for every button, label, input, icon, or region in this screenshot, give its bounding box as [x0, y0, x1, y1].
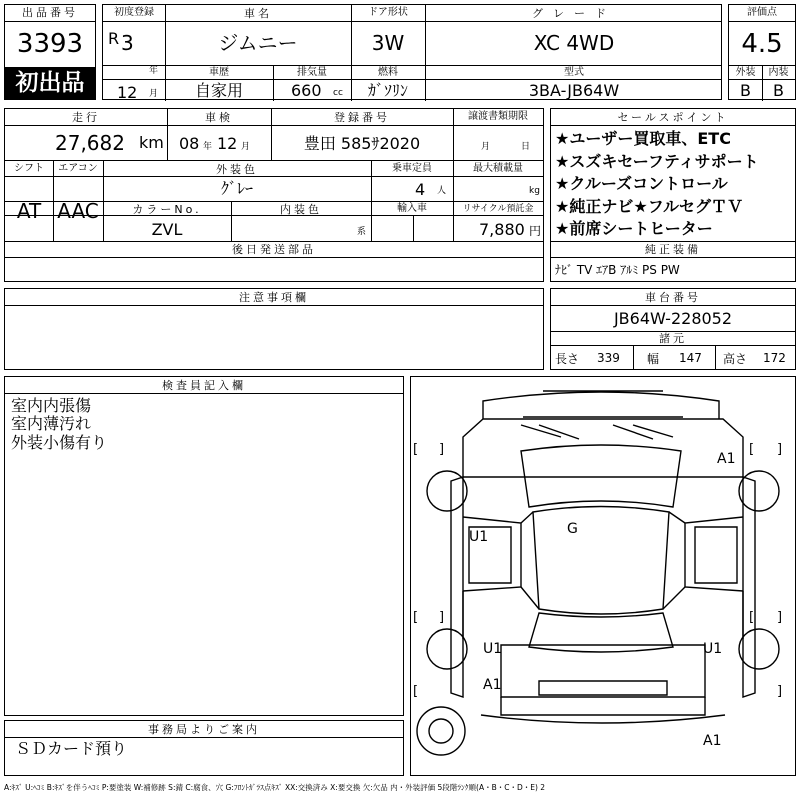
fuel: ｶﾞｿﾘﾝ — [367, 81, 408, 100]
svg-text:]: ] — [777, 610, 783, 625]
door-type: 3W — [371, 31, 405, 55]
lot-number-box — [4, 4, 96, 100]
fuel-label: 燃料 — [378, 67, 398, 78]
sales-point-5: ★前席シートヒーター — [555, 219, 713, 238]
wheel-front-right — [739, 471, 779, 511]
lot-number: 3393 — [16, 29, 84, 59]
svg-text:[: [ — [413, 610, 419, 625]
width: 147 — [679, 351, 702, 365]
svg-text:]: ] — [439, 442, 445, 457]
score-label: 評価点 — [747, 7, 777, 18]
yen-unit: 円 — [529, 224, 542, 238]
transfer-month-unit: 月 — [481, 142, 491, 152]
roof — [533, 507, 669, 615]
wheel-front-left — [427, 471, 467, 511]
car-diagram — [411, 377, 795, 775]
mileage: 27,682 — [55, 131, 125, 155]
equipment-label: 純正装備 — [645, 243, 701, 256]
mark-a1-rear-bumper: A1 — [703, 733, 722, 749]
load-unit: kg — [529, 186, 540, 196]
mark-u1-rear-right: U1 — [703, 641, 723, 657]
inspector-notes: 室内内張傷 室内薄汚れ 外装小傷有り — [11, 396, 108, 452]
office-notes: ＳＤカード預り — [15, 739, 128, 758]
year-unit: 年 — [149, 66, 159, 76]
sales-point-1: ★ユーザー買取車、ETC — [555, 129, 731, 148]
windshield — [521, 445, 681, 507]
details-table — [4, 108, 544, 282]
exterior-grade-label: 外装 — [735, 67, 756, 78]
sales-points-box — [550, 108, 796, 282]
capacity-unit: 人 — [437, 186, 447, 196]
mark-a1-rear-left: A1 — [483, 677, 502, 693]
inspection-month: 12 — [217, 134, 238, 153]
first-registration-label: 初度登録 — [114, 7, 154, 18]
recycle-fee: 7,880 — [479, 220, 525, 239]
wheel-rear-left — [427, 629, 467, 669]
recycle-label: リサイクル預託金 — [462, 204, 534, 214]
cc-unit: cc — [333, 88, 343, 98]
chassis-box — [550, 288, 796, 370]
svg-text:[: [ — [413, 684, 419, 699]
legend: A:ｷｽﾞ U:ﾍｺﾐ B:ｷｽﾞを伴うﾍｺﾐ P:要塗装 W:補修跡 S:錆 C:腐食、穴 G:ﾌﾛﾝﾄｶﾞﾗｽ点ｷｽﾞ XX:交換済み X:要交換 欠:欠品 内・外装評価 5段階ﾗﾝｸ順(A・B・C・D・E) 2 — [4, 783, 546, 792]
color-no-label: カラーNo. — [132, 203, 202, 216]
front-bumper — [483, 392, 719, 419]
later-parts-label: 後日発送部品 — [232, 243, 316, 256]
door-label: ドア形状 — [368, 7, 408, 18]
shift-label: シフト — [14, 163, 44, 174]
import-label: 輸入車 — [397, 203, 427, 214]
sales-points-label: セールスポイント — [617, 111, 729, 124]
ac: AAC — [57, 199, 99, 223]
transfer-deadline-label: 譲渡書類期限 — [468, 111, 528, 122]
score-box — [728, 4, 796, 100]
svg-text:[: [ — [749, 442, 755, 457]
mark-u1-rear-left: U1 — [483, 641, 503, 657]
svg-text:[: [ — [749, 610, 755, 625]
capacity: 4 — [415, 180, 426, 199]
displacement: 660 — [291, 81, 322, 100]
mark-u1-left-door: U1 — [469, 529, 489, 545]
registration-year: 3 — [121, 31, 134, 55]
registration-month: 12 — [117, 83, 138, 102]
model-code: 3BA-JB64W — [528, 81, 620, 100]
sales-point-4: ★純正ナビ★フルセグＴＶ — [555, 197, 744, 216]
displacement-label: 排気量 — [297, 67, 327, 78]
height: 172 — [763, 351, 786, 365]
era: R — [108, 29, 120, 48]
load-label: 最大積載量 — [473, 163, 523, 174]
tailgate — [501, 645, 705, 697]
mark-g-windshield: G — [567, 521, 578, 537]
mark-a1-front-right: A1 — [717, 451, 736, 467]
month-unit: 月 — [149, 89, 159, 99]
int-color-label: 内装色 — [280, 203, 322, 216]
vehicle-header — [102, 4, 722, 100]
inspection-year-unit: 年 — [203, 142, 213, 152]
capacity-label: 乗車定員 — [392, 163, 432, 174]
width-label: 幅 — [647, 352, 660, 366]
first-listing-text: 初出品 — [15, 70, 85, 96]
height-label: 高さ — [723, 352, 748, 366]
history: 自家用 — [194, 81, 243, 100]
history-label: 車歴 — [209, 67, 229, 78]
color-no: ZVL — [151, 220, 183, 239]
svg-text:]: ] — [439, 610, 445, 625]
notes-box — [4, 288, 544, 370]
model-label: 型式 — [564, 67, 584, 78]
inspector-box — [4, 376, 404, 716]
length: 339 — [597, 351, 620, 365]
ac-label: エアコン — [58, 163, 98, 174]
chassis-number: JB64W-228052 — [613, 309, 733, 328]
office-box — [4, 720, 404, 776]
grade: XC 4WD — [533, 31, 615, 55]
ext-color-label: 外装色 — [216, 163, 258, 176]
length-label: 長さ — [555, 352, 580, 366]
interior-grade: B — [773, 81, 784, 100]
km-unit: km — [139, 133, 164, 152]
svg-text:[: [ — [413, 442, 419, 457]
ext-color: ｸﾞﾚｰ — [220, 179, 253, 198]
office-label: 事務局よりご案内 — [148, 723, 260, 736]
hood — [463, 419, 743, 477]
int-color-unit: 系 — [357, 227, 367, 237]
exterior-grade: B — [740, 81, 751, 100]
equipment: ﾅﾋﾞ TV ｴｱB ｱﾙﾐ PS PW — [555, 263, 680, 277]
shift: AT — [16, 199, 42, 223]
spare-wheel — [417, 707, 465, 755]
transfer-day-unit: 日 — [521, 142, 531, 152]
car-name: ジムニー — [218, 31, 298, 55]
car-name-label: 車名 — [244, 7, 272, 20]
rear-window — [529, 613, 673, 652]
wheel-rear-right — [739, 629, 779, 669]
inspection-month-unit: 月 — [241, 142, 251, 152]
inspector-label: 検査員記入欄 — [162, 379, 246, 392]
inspection-year: 08 — [179, 134, 200, 153]
score-value: 4.5 — [741, 29, 783, 59]
chassis-label: 車台番号 — [645, 291, 701, 304]
dims-label: 諸元 — [659, 332, 687, 345]
sales-point-3: ★クルーズコントロール — [555, 174, 728, 193]
interior-grade-label: 内装 — [768, 67, 789, 78]
svg-text:]: ] — [777, 442, 783, 457]
plate-number: 豊田 585ｻ2020 — [303, 134, 421, 153]
grade-label: グレード — [532, 7, 616, 20]
sales-point-2: ★スズキセーフティサポート — [555, 152, 759, 171]
plate-label: 登録番号 — [334, 111, 390, 124]
mileage-label: 走行 — [72, 111, 100, 124]
car-diagram-box — [410, 376, 796, 776]
svg-text:]: ] — [777, 684, 783, 699]
lot-number-label: 出品番号 — [22, 6, 78, 19]
notes-label: 注意事項欄 — [239, 291, 309, 304]
inspection-label: 車検 — [205, 111, 233, 124]
